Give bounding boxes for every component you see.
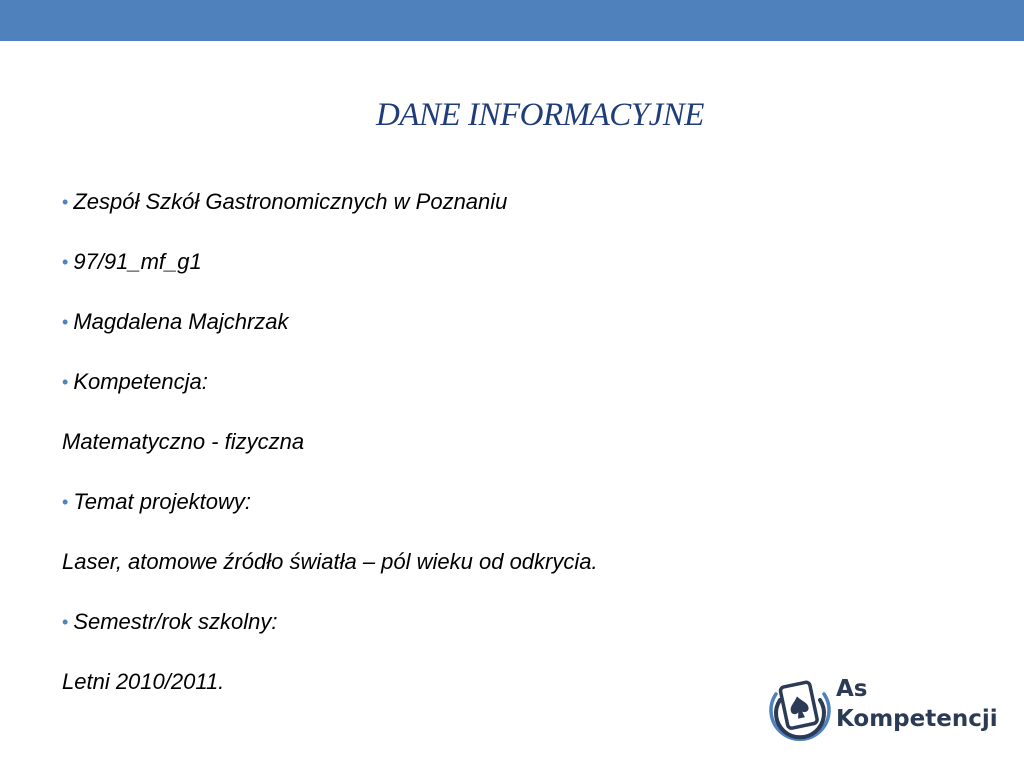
list-item-text: Magdalena Majchrzak — [73, 309, 289, 334]
bullet-icon: • — [62, 372, 69, 392]
list-item-text: Matematyczno - fizyczna — [62, 429, 305, 454]
list-item — [62, 424, 962, 484]
logo-line-1: As — [836, 676, 868, 702]
top-bar — [0, 0, 1024, 41]
logo-wordmark — [836, 674, 998, 734]
info-list — [62, 184, 962, 724]
list-item-text: Temat projektowy: — [73, 489, 252, 514]
list-item — [62, 544, 962, 604]
list-item-text: 97/91_mf_g1 — [73, 249, 202, 274]
bullet-icon: • — [62, 312, 69, 332]
list-item-text: Letni 2010/2011. — [62, 669, 225, 694]
list-item — [62, 484, 962, 544]
list-item-text: Semestr/rok szkolny: — [73, 609, 278, 634]
as-kompetencji-logo — [768, 672, 998, 744]
bullet-icon: • — [62, 252, 69, 272]
list-item — [62, 304, 962, 364]
spade-card-icon — [768, 672, 832, 744]
slide-title: DANE INFORMACYJNE — [376, 97, 704, 133]
list-item-text: Kompetencja: — [73, 369, 208, 394]
bullet-icon: • — [62, 492, 69, 512]
list-item-text: Zespół Szkół Gastronomicznych w Poznaniu — [73, 189, 508, 214]
list-item — [62, 184, 962, 244]
list-item — [62, 364, 962, 424]
list-item — [62, 244, 962, 304]
list-item — [62, 604, 962, 664]
bullet-icon: • — [62, 192, 69, 212]
bullet-icon: • — [62, 612, 69, 632]
list-item-text: Laser, atomowe źródło światła – pól wieku od odkrycia. — [62, 549, 598, 574]
logo-line-2: Kompetencji — [836, 706, 998, 732]
